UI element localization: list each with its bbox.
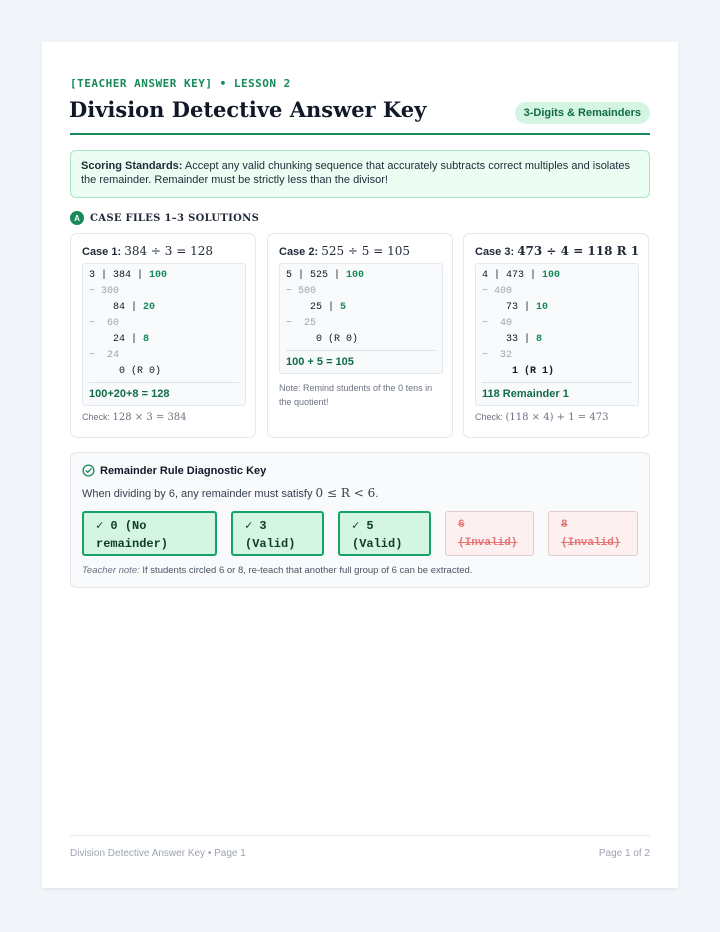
teacher-reminder-note: Note: Remind students of the 0 tens in the quotient! [279,383,433,407]
work-line: − 25 [286,318,317,329]
scoring-text: Accept any valid chunking sequence that accurately subtracts correct multiples and isolates the remainder. Remainder must be strictly less than the divisor! [81,160,631,186]
page-number: Page 1 of 2 [598,848,650,859]
check-line: Check: (118 × 4) + 1 = 473 [475,412,609,423]
remainder-option-valid: ✓ 0 (No remainder) [82,511,217,556]
case-equation: 384 ÷ 3 = 128 [124,244,214,258]
chunking-work [279,263,443,374]
case-card-1 [70,233,256,438]
case-equation: 525 ÷ 5 = 105 [321,244,411,258]
diagnostic-header [82,464,266,477]
check-line: Check: 128 × 3 = 384 [82,412,187,423]
section-letter-badge: A [70,211,84,225]
answer-key-page [42,42,678,888]
remainder-option-valid: ✓ 3 (Valid) [231,511,324,556]
quotient-sum: 118 Remainder 1 [482,382,632,400]
work-line: 3 | 384 | 100 [89,270,168,281]
case-label: Case 2: [279,246,319,258]
work-line: 73 | 10 [482,302,549,313]
diagnostic-title: Remainder Rule Diagnostic Key [100,464,267,477]
scoring-label: Scoring Standards: [81,160,183,172]
case-title [475,244,639,258]
chunking-work [475,263,639,406]
teacher-note: Teacher note: If students circled 6 or 8, re-teach that another full group of 6 can be extracted. [82,565,473,576]
case-title [82,244,213,258]
scoring-standards-box [70,150,650,198]
work-line: 0 (R 0) [89,366,162,377]
work-line: 24 | 8 [89,334,150,345]
remainder-option-invalid: 6 (Invalid) [445,511,534,556]
work-line: − 400 [482,286,513,297]
work-line: 4 | 473 | 100 [482,270,561,281]
section-a-title: CASE FILES 1–3 SOLUTIONS [90,212,260,224]
remainder-option-invalid: 8 (Invalid) [548,511,638,556]
case-label: Case 3: [475,246,515,258]
case-card-3 [463,233,649,438]
work-line: − 32 [482,350,513,361]
case-card-2 [267,233,453,438]
page-title: Division Detective Answer Key [69,97,427,122]
footer-divider [70,835,650,836]
title-divider [70,133,650,135]
case-equation: 473 ÷ 4 = 118 R 1 [517,244,640,258]
work-line: 25 | 5 [286,302,347,313]
footer-title: Division Detective Answer Key • Page 1 [70,848,246,859]
lesson-kicker: [TEACHER ANSWER KEY] • LESSON 2 [70,77,291,90]
work-line: − 24 [89,350,120,361]
remainder-rule-text: When dividing by 6, any remainder must satisfy 0 ≤ R < 6. [82,486,379,500]
work-line: − 500 [286,286,317,297]
case-title [279,244,410,258]
case-label: Case 1: [82,246,122,258]
work-line: 33 | 8 [482,334,543,345]
topic-badge: 3-Digits & Remainders [515,102,650,124]
work-line: 5 | 525 | 100 [286,270,365,281]
check-circle-icon [82,464,95,477]
quotient-sum: 100+20+8 = 128 [89,382,239,400]
work-line: 1 (R 1) [482,366,555,377]
remainder-diagnostic-box [70,452,650,588]
quotient-sum: 100 + 5 = 105 [286,350,436,368]
work-line: − 60 [89,318,120,329]
work-line: − 40 [482,318,513,329]
remainder-option-valid: ✓ 5 (Valid) [338,511,431,556]
chunking-work [82,263,246,406]
section-a-header [70,211,259,225]
work-line: 0 (R 0) [286,334,359,345]
work-line: 84 | 20 [89,302,156,313]
work-line: − 300 [89,286,120,297]
